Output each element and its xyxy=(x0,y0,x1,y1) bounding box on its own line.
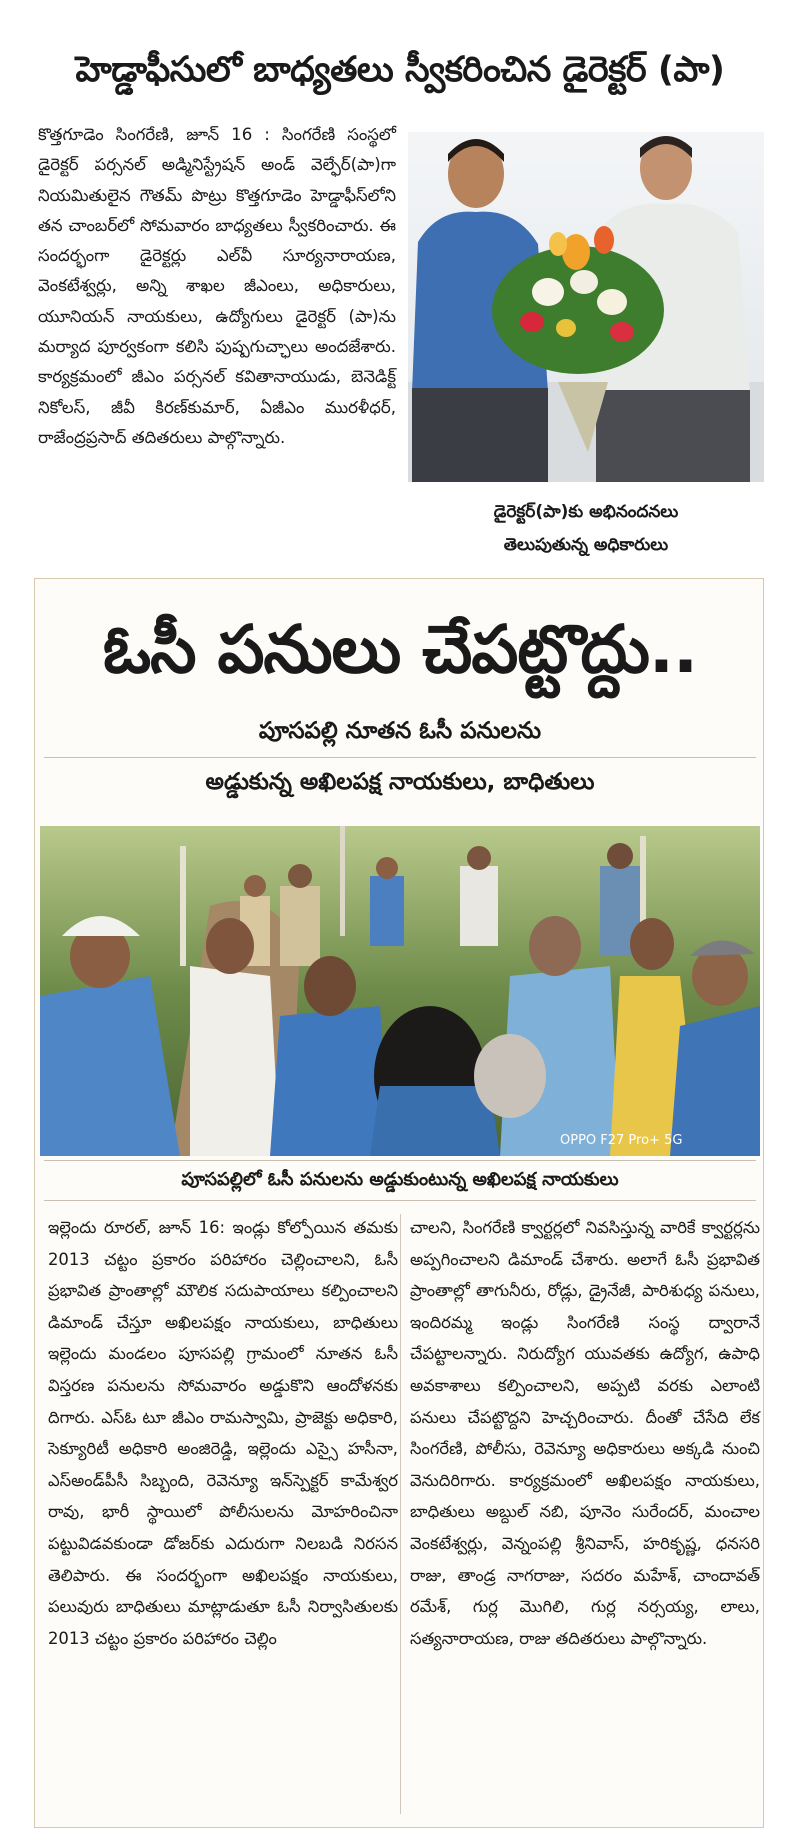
officials-bouquet-image xyxy=(408,132,764,482)
column-divider xyxy=(400,1214,401,1814)
story1-body xyxy=(38,120,396,453)
caption-rule-top xyxy=(44,1160,756,1161)
story2-column-right xyxy=(410,1212,760,1654)
story1-photo xyxy=(408,132,764,482)
story2-column-left xyxy=(48,1212,398,1654)
subhead-divider xyxy=(44,757,756,758)
story2-caption: పూసపల్లిలో ఓసీ పనులను అడ్డుకుంటున్న అఖిలపక్ష నాయకులు xyxy=(181,1169,619,1190)
story2-subhead-2: అడ్డుకున్న అఖిలపక్ష నాయకులు, బాధితులు xyxy=(205,769,595,795)
story2-photo xyxy=(40,826,760,1156)
story2-body-right: చాలని, సింగరేణి క్వార్టర్లలో నివసిస్తున్న వారికే క్వార్టర్లను అప్పగించాలని డిమాండ్ చేశారు. అలాగే ఓసీ ప్రభావిత ప్రాంతాల్లో తాగునీరు, రోడ్లు, డ్రైనేజీ, పారిశుధ్య పనులు, ఇందిరమ్మ ఇండ్లు సింగరేణి సంస్థ ద్వారానే చేపట్టాలన్నారు. నిరుద్యోగ యువతకు ఉద్యోగ, ఉపాధి అవకాశాలు కల్పించాలని, అప్పటి వరకు ఎలాంటి పనులు చేపట్టొద్దని హెచ్చరించారు. దీంతో చేసేది లేక సింగరేణి, పోలీసు, రెవెన్యూ అధికారులు అక్కడి నుంచి వెనుదిరిగారు. కార్యక్రమంలో అఖిలపక్షం నాయకులు, బాధితులు అబ్దుల్ నబి, పూనెం సురేందర్, మంచాల వెంకటేశ్వర్లు, వెన్నంపల్లి శ్రీనివాస్, హరికృష్ణ, ధనసరి రాజు, తాండ్ర నాగరాజు, సదరం మహేశ్, చాందావత్ రమేశ్, గుర్ల మొగిలి, గుర్ల నర్సయ్య, లాలు, సత్యనారాయణ, రాజు తదితరులు పాల్గొన్నారు. xyxy=(410,1218,760,1648)
story2-headline: ఓసీ పనులు చేపట్టొద్దు.. xyxy=(102,611,698,688)
story1-caption-line1: డైరెక్టర్(పా)కు అభినందనలు xyxy=(493,502,679,522)
story2-body-left: ఇల్లెందు రూరల్, జూన్ 16: ఇండ్లు కోల్పోయిన తమకు 2013 చట్టం ప్రకారం పరిహారం చెల్లించాలని, ఓసీ ప్రభావిత ప్రాంతాల్లో మౌలిక సదుపాయాలు కల్పించాలని డిమాండ్ చేస్తూ అఖిలపక్షం నాయకులు, బాధితులు ఇల్లెందు మండలం పూసపల్లి గ్రామంలో నూతన ఓసీ విస్తరణ పనులను సోమవారం అడ్డుకొని ఆందోళనకు దిగారు. ఎస్‌ఓ టూ జీఎం రామస్వామి, ప్రాజెక్టు అధికారి, సెక్యూరిటీ అధికారి అంజిరెడ్డి, ఇల్లెందు ఎస్సై హసీనా, ఎస్‌అండ్‌పీసీ సిబ్బంది, రెవెన్యూ ఇన్‌స్పెక్టర్ కామేశ్వర రావు, భారీ స్థాయిలో పోలీసులను మోహరించినా పట్టువిడవకుండా డోజర్‌కు ఎదురుగా నిలబడి నిరసన తెలిపారు. ఈ సందర్భంగా అఖిలపక్షం నాయకులు, పలువురు బాధితులు మాట్లాడుతూ ఓసీ నిర్వాసితులకు 2013 చట్టం ప్రకారం పరిహారం చెల్లిం xyxy=(48,1218,398,1648)
caption-rule-bottom xyxy=(44,1200,756,1201)
protest-site-image xyxy=(40,826,760,1156)
camera-watermark: OPPO F27 Pro+ 5G xyxy=(560,1133,683,1148)
story1-caption xyxy=(408,496,764,562)
story2-subhead-1: పూసపల్లి నూతన ఓసీ పనులను xyxy=(258,718,542,744)
story1-caption-line2: తెలుపుతున్న అధికారులు xyxy=(503,535,669,555)
story1-headline: హెడ్డాఫీసులో బాధ్యతలు స్వీకరించిన డైరెక్టర్ (పా) xyxy=(75,50,725,90)
story1-body-text: కొత్తగూడెం సింగరేణి, జూన్ 16 : సింగరేణి సంస్థలో డైరెక్టర్ పర్సనల్ అడ్మినిస్ట్రేషన్ అండ్ వెల్ఫేర్(పా)గా నియమితులైన గౌతమ్ పొట్రు కొత్తగూడెం హెడ్డాఫీస్‌లోని తన చాంబర్‌లో సోమవారం బాధ్యతలు స్వీకరించారు. ఈ సందర్భంగా డైరెక్టర్లు ఎల్‌వీ సూర్యనారాయణ, వెంకటేశ్వర్లు, అన్ని శాఖల జీఎంలు, అధికారులు, యూనియన్ నాయకులు, ఉద్యోగులు డైరెక్టర్ (పా)ను మర్యాద పూర్వకంగా కలిసి పుష్పగుచ్ఛాలు అందజేశారు. కార్యక్రమంలో జీఎం పర్సనల్ కవితానాయుడు, బెనెడిక్ట్ నికోలస్, జీవీ కిరణ్‌కుమార్, ఏజీఎం మురళీధర్, రాజేంద్రప్రసాద్ తదితరులు పాల్గొన్నారు. xyxy=(38,125,396,447)
